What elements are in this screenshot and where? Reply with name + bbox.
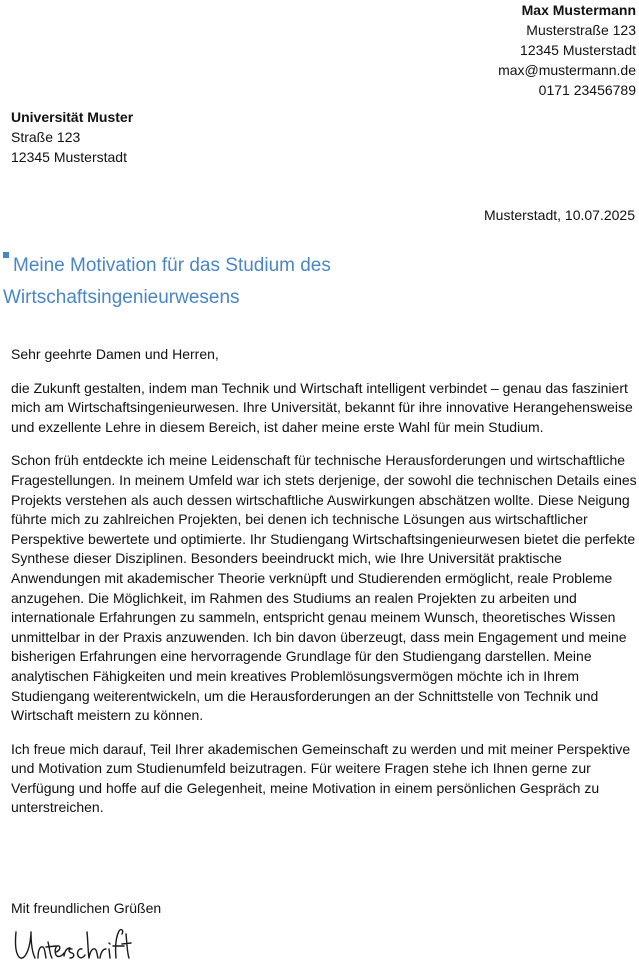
recipient-name: Universität Muster	[11, 109, 134, 125]
recipient-city: 12345 Musterstadt	[11, 149, 127, 165]
paragraph-main: Schon früh entdeckte ich meine Leidenschaft für technische Herausforderungen und wirtschaftliche Fragestellungen. In meinem Umfeld war ich stets derjenige, der sowohl die technischen Details eines Projekts verstehen als auch dessen wirtschaftliche Auswirkungen abschätzen wollte. Diese Neigung führte mich zu zahlreichen Projekten, bei denen ich technische Lösungen aus wirtschaftlicher Perspektive bewertete und optimierte. Ihr Studiengang Wirtschaftsingenieurwesen bietet die perfekte Synthese dieser Disziplinen. Besonders beeindruckt mich, wie Ihre Universität praktische Anwendungen mit akademischer Theorie verknüpft und Studierenden ermöglicht, reale Probleme anzugehen. Die Möglichkeit, im Rahmen des Studiums an realen Projekten zu arbeiten und internationale Erfahrungen zu sammeln, entspricht genau meinem Wunsch, theoretisches Wissen unmittelbar in der Praxis anzuwenden. Ich bin davon überzeugt, dass mein Engagement und meine bisherigen Erfahrungen eine hervorragende Grundlage für den Studiengang darstellen. Meine analytischen Fähigkeiten und mein kreatives Problemlösungsvermögen möchte ich in Ihrem Studiengang weiterentwickeln, um die Herausforderungen an der Schnittstelle von Technik und Wirtschaft meistern zu können.	[11, 452, 637, 724]
salutation: Sehr geehrte Damen und Herren,	[11, 346, 219, 362]
subject-heading	[3, 250, 603, 314]
closing-phrase: Mit freundlichen Grüßen	[11, 900, 162, 916]
recipient-street: Straße 123	[11, 129, 81, 145]
subject-line-1: Meine Motivation für das Studium des	[13, 255, 331, 276]
subject-line-2: Wirtschaftsingenieurwesens	[3, 287, 240, 308]
sender-address	[498, 0, 636, 100]
recipient-address	[11, 107, 133, 167]
letter-date: Musterstadt, 10.07.2025	[484, 207, 635, 223]
sender-email: max@mustermann.de	[498, 62, 636, 78]
sender-name: Max Mustermann	[521, 2, 636, 18]
heading-marker-icon	[3, 252, 9, 258]
sender-city: 12345 Musterstadt	[520, 42, 636, 58]
paragraph-closing: Ich freue mich darauf, Teil Ihrer akademischen Gemeinschaft zu werden und mit meiner Perspektive und Motivation zum Studienumfeld beizutragen. Für weitere Fragen stehe ich Ihnen gerne zur Verfügung und hoffe auf die Gelegenheit, meine Motivation in einem persönlichen Gespräch zu unterstreichen.	[11, 740, 631, 816]
sender-street: Musterstraße 123	[526, 22, 636, 38]
handwritten-signature	[12, 922, 132, 966]
paragraph-intro: die Zukunft gestalten, indem man Technik und Wirtschaft intelligent verbindet – genau das fasziniert mich am Wirtschaftsingenieurwesen. Ihre Universität, bekannt für ihre innovative Herangehensweise und exzellente Lehre in diesem Bereich, ist daher meine erste Wahl für mein Studium.	[11, 379, 633, 435]
sender-phone: 0171 23456789	[538, 82, 636, 98]
letter-body	[11, 345, 637, 832]
